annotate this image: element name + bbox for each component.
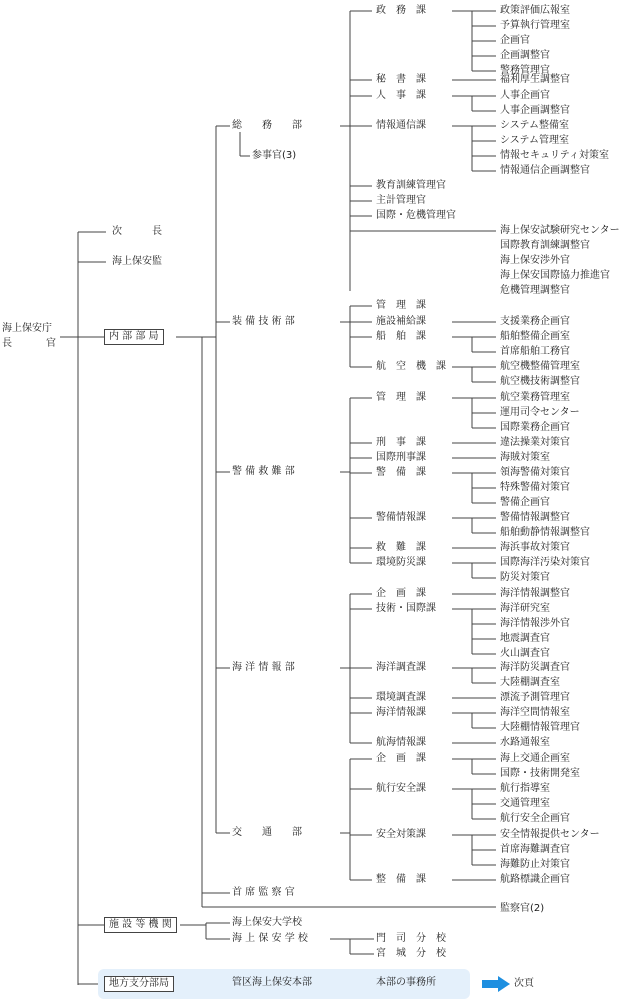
dept-kaiyo: 海 洋 情 報 部 xyxy=(232,662,295,673)
root-title-line2: 長 官 xyxy=(2,338,57,349)
division-13: 刑 事 課 xyxy=(376,437,426,448)
office-2-0: 人事企画官 xyxy=(500,90,550,101)
office-20-3: 火山調査官 xyxy=(500,648,550,659)
division-10: 船 舶 課 xyxy=(376,331,426,342)
office-26-2: 航行安全企画官 xyxy=(500,813,570,824)
office-25-0: 海上交通企画室 xyxy=(500,753,570,764)
office-7-0: 海上保安試験研究センター xyxy=(500,225,620,236)
division-26: 航行安全課 xyxy=(376,783,426,794)
office-0-1: 予算執行管理室 xyxy=(500,20,570,31)
office-13-0: 違法操業対策官 xyxy=(500,437,570,448)
division-0: 政 務 課 xyxy=(376,5,426,16)
office-3-0: システム整備室 xyxy=(500,120,569,131)
division-16: 警備情報課 xyxy=(376,512,426,523)
office-1-0: 福利厚生調整官 xyxy=(500,74,570,85)
division-4: 教育訓練管理官 xyxy=(376,180,446,191)
office-21-0: 海洋防災調査官 xyxy=(500,662,570,673)
division-11: 航 空 機 課 xyxy=(376,361,446,372)
office-16-0: 警備情報調整官 xyxy=(500,512,570,523)
dept-miyagi: 宮 城 分 校 xyxy=(376,948,446,959)
dept-kotsu: 交 通 部 xyxy=(232,827,302,838)
office-15-2: 警備企画官 xyxy=(500,497,550,508)
office-0-3: 企画調整官 xyxy=(500,50,550,61)
office-20-1: 海洋情報渉外官 xyxy=(500,618,570,629)
office-3-1: システム管理室 xyxy=(500,135,569,146)
division-5: 主計管理官 xyxy=(376,195,426,206)
dept-kansatsukan: 監察官(2) xyxy=(500,903,545,914)
office-25-1: 国際・技術開発室 xyxy=(500,768,580,779)
office-17-0: 海浜事故対策官 xyxy=(500,542,570,553)
division-18: 環境防災課 xyxy=(376,557,426,568)
division-14: 国際刑事課 xyxy=(376,452,426,463)
root-title-line1: 海上保安庁 xyxy=(2,323,52,334)
division-15: 警 備 課 xyxy=(376,467,426,478)
office-27-2: 海難防止対策官 xyxy=(500,859,570,870)
division-28: 整 備 課 xyxy=(376,874,426,885)
internal-bureau-box: 内 部 部 局 xyxy=(104,329,164,345)
division-23: 海洋情報課 xyxy=(376,707,426,718)
office-3-3: 情報通信企画調整官 xyxy=(500,165,590,176)
office-0-4: 警務管理官 xyxy=(500,65,550,76)
division-3: 情報通信課 xyxy=(376,120,426,131)
next-page-label: 次頁 xyxy=(514,978,534,989)
office-3-2: 情報セキュリティ対策室 xyxy=(500,150,609,161)
regional-box: 地方支分部局 xyxy=(104,976,174,992)
division-21: 海洋調査課 xyxy=(376,662,426,673)
office-16-1: 船舶動静情報調整官 xyxy=(500,527,590,538)
office-15-1: 特殊警備対策官 xyxy=(500,482,570,493)
dept-keibi: 警 備 救 難 部 xyxy=(232,466,295,477)
office-7-3: 海上保安国際協力推進官 xyxy=(500,270,610,281)
dept-somu: 総 務 部 xyxy=(232,120,302,131)
office-15-0: 領海警備対策官 xyxy=(500,467,570,478)
office-14-0: 海賊対策室 xyxy=(500,452,550,463)
division-6: 国際・危機管理官 xyxy=(376,210,456,221)
office-28-0: 航路標識企画官 xyxy=(500,874,570,885)
division-27: 安全対策課 xyxy=(376,829,426,840)
office-9-0: 支援業務企画官 xyxy=(500,316,570,327)
office-0-2: 企画官 xyxy=(500,35,530,46)
office-20-0: 海洋研究室 xyxy=(500,603,550,614)
dept-daigakko: 海上保安大学校 xyxy=(232,917,302,928)
office-20-2: 地震調査官 xyxy=(500,633,550,644)
division-20: 技術・国際課 xyxy=(376,603,436,614)
office-10-0: 船舶整備企画室 xyxy=(500,331,570,342)
division-1: 秘 書 課 xyxy=(376,74,426,85)
office-19-0: 海洋情報調整官 xyxy=(500,588,570,599)
office-18-1: 防災対策官 xyxy=(500,572,550,583)
office-24-0: 水路通報室 xyxy=(500,737,550,748)
office-22-0: 漂流予測管理官 xyxy=(500,692,570,703)
office-23-1: 大陸棚情報管理官 xyxy=(500,722,580,733)
dept-jimusho: 本部の事務所 xyxy=(376,977,436,988)
office-26-0: 航行指導室 xyxy=(500,783,550,794)
office-7-4: 危機管理調整官 xyxy=(500,285,570,296)
office-11-0: 航空機整備管理室 xyxy=(500,361,580,372)
division-2: 人 事 課 xyxy=(376,90,426,101)
dept-gakko: 海 上 保 安 学 校 xyxy=(232,933,308,944)
next-page-arrow-icon xyxy=(482,976,510,992)
division-24: 航海情報課 xyxy=(376,737,426,748)
division-9: 施設補給課 xyxy=(376,316,426,327)
division-22: 環境調査課 xyxy=(376,692,426,703)
office-7-1: 国際教育訓練調整官 xyxy=(500,240,590,251)
office-12-2: 国際業務企画官 xyxy=(500,422,570,433)
dept-shuseki: 首 席 監 察 官 xyxy=(232,887,295,898)
office-27-1: 首席海難調査官 xyxy=(500,844,570,855)
office-12-1: 運用司令センター xyxy=(500,407,580,418)
office-10-1: 首席船舶工務官 xyxy=(500,346,570,357)
division-8: 管 理 課 xyxy=(376,300,426,311)
dept-sanjikan: 参事官(3) xyxy=(252,150,297,161)
dept-moji: 門 司 分 校 xyxy=(376,933,446,944)
deputy-commandant: 海上保安監 xyxy=(112,256,162,267)
division-25: 企 画 課 xyxy=(376,753,426,764)
division-17: 救 難 課 xyxy=(376,542,426,553)
office-7-2: 海上保安渉外官 xyxy=(500,255,570,266)
office-27-0: 安全情報提供センター xyxy=(500,829,600,840)
office-12-0: 航空業務管理室 xyxy=(500,392,570,403)
office-23-0: 海洋空間情報室 xyxy=(500,707,570,718)
office-26-1: 交通管理室 xyxy=(500,798,550,809)
division-19: 企 画 課 xyxy=(376,588,426,599)
office-2-1: 人事企画調整官 xyxy=(500,105,570,116)
facilities-box: 施 設 等 機 関 xyxy=(104,917,177,933)
vice-commandant: 次 長 xyxy=(112,226,162,237)
dept-kanku: 管区海上保安本部 xyxy=(232,977,312,988)
dept-sobi: 装 備 技 術 部 xyxy=(232,316,295,327)
office-21-1: 大陸棚調査室 xyxy=(500,677,560,688)
division-12: 管 理 課 xyxy=(376,392,426,403)
office-18-0: 国際海洋汚染対策官 xyxy=(500,557,590,568)
office-0-0: 政策評価広報室 xyxy=(500,5,570,16)
office-11-1: 航空機技術調整官 xyxy=(500,376,580,387)
